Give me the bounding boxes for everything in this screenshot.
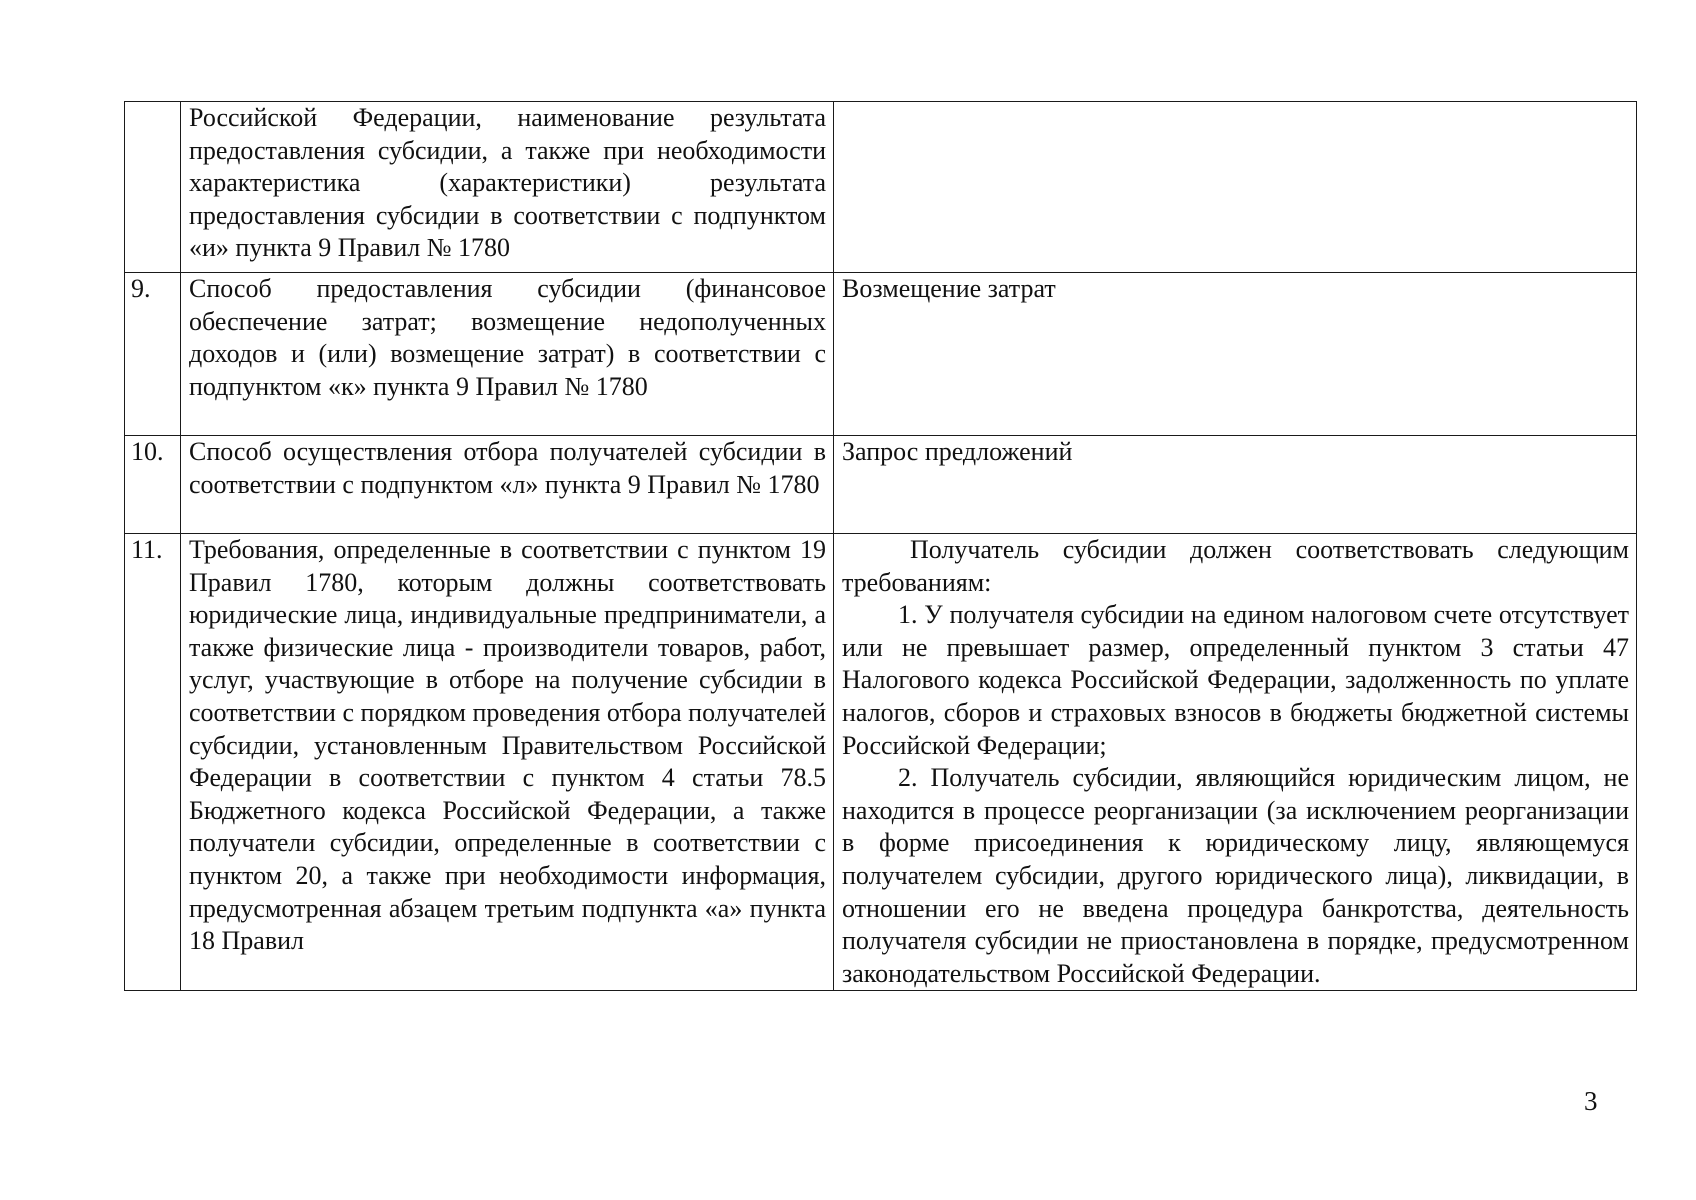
row-criterion: Российской Федерации, наименование результата предоставления субсидии, а также при необходимости характеристика (характеристики) результата предоставления субсидии в соответствии с подпунктом «и» пункта 9 Правил № 1780 bbox=[181, 102, 834, 273]
row-value bbox=[834, 102, 1637, 273]
table-row bbox=[125, 102, 1637, 273]
requirement-2: 2. Получатель субсидии, являющийся юридическим лицом, не находится в процессе реорганизации (за исключением реорганизации в форме присоединения к юридическому лицу, являющемуся получателем субсидии, другого юридического лица), ликвидации, в отношении его не введена процедура банкротства, деятельность получателя субсидии не приостановлена в порядке, предусмотренном законодательством Российской Федерации. bbox=[842, 763, 1629, 988]
row-number bbox=[125, 102, 181, 273]
row-number: 10. bbox=[125, 436, 181, 534]
subsidy-table bbox=[124, 101, 1637, 991]
table-row bbox=[125, 273, 1637, 436]
table-row bbox=[125, 436, 1637, 534]
row-criterion: Требования, определенные в соответствии с пунктом 19 Правил 1780, которым должны соответствовать юридические лица, индивидуальные предприниматели, а также физические лица - производители товаров, работ, услуг, участвующие в отборе на получение субсидии в соответствии с порядком проведения отбора получателей субсидии, установленным Правительством Российской Федерации в соответствии с пунктом 4 статьи 78.5 Бюджетного кодекса Российской Федерации, а также получатели субсидии, определенные в соответствии с пунктом 20, а также при необходимости информация, предусмотренная абзацем третьим подпункта «а» пункта 18 Правил bbox=[181, 534, 834, 991]
row-number: 9. bbox=[125, 273, 181, 436]
row-value: Запрос предложений bbox=[834, 436, 1637, 534]
requirement-1: 1. У получателя субсидии на едином налоговом счете отсутствует или не превышает размер, определенный пунктом 3 статьи 47 Налогового кодекса Российской Федерации, задолженность по уплате налогов, сборов и страховых взносов в бюджеты бюджетной системы Российской Федерации; bbox=[842, 600, 1629, 760]
row-number: 11. bbox=[125, 534, 181, 991]
table-row bbox=[125, 534, 1637, 991]
page-number: 3 bbox=[1584, 1086, 1598, 1116]
row-criterion: Способ осуществления отбора получателей субсидии в соответствии с подпунктом «л» пункта 9 Правил № 1780 bbox=[181, 436, 834, 534]
row-value bbox=[834, 534, 1637, 991]
requirements-intro: Получатель субсидии должен соответствовать следующим требованиям: bbox=[842, 535, 1629, 597]
row-criterion: Способ предоставления субсидии (финансовое обеспечение затрат; возмещение недополученных доходов и (или) возмещение затрат) в соответствии с подпунктом «к» пункта 9 Правил № 1780 bbox=[181, 273, 834, 436]
row-value: Возмещение затрат bbox=[834, 273, 1637, 436]
